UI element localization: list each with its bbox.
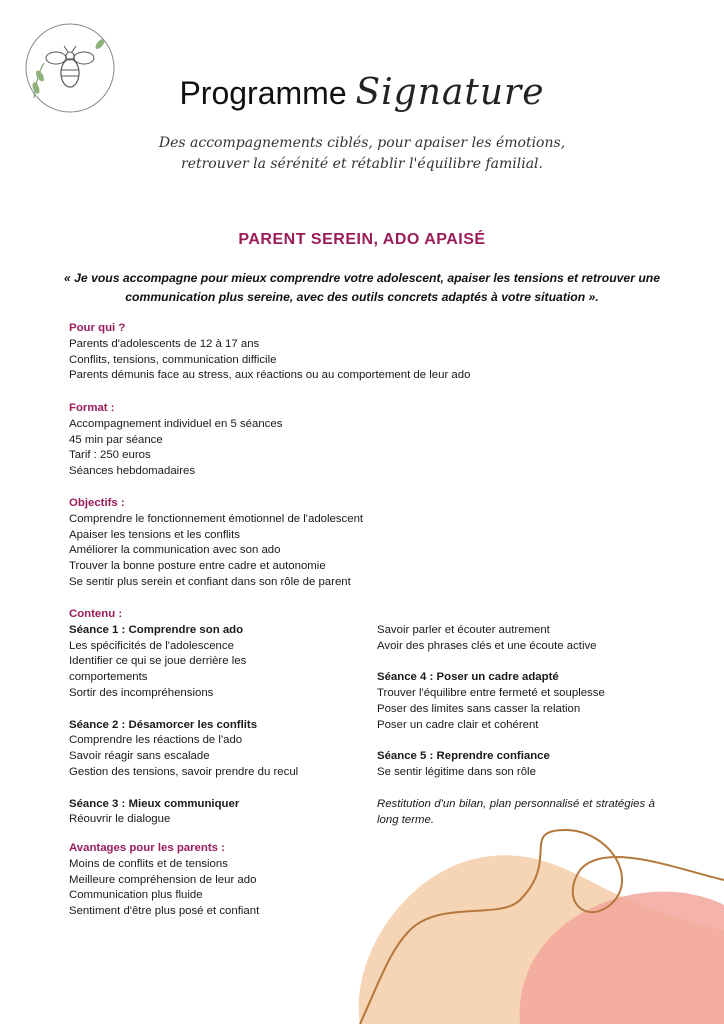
list-item: Parents démunis face au stress, aux réactions ou au comportement de leur ado [69, 369, 471, 382]
section-avantages [69, 841, 389, 920]
list-item: Poser un cadre clair et cohérent [377, 718, 539, 731]
list-item: Savoir réagir sans escalade [69, 750, 210, 763]
session-1-title: Séance 1 : Comprendre son ado [69, 623, 244, 636]
list-item: Les spécificités de l'adolescence [69, 639, 234, 652]
contenu-right-column [377, 623, 655, 828]
list-item: Poser des limites sans casser la relation [377, 702, 581, 715]
session-2-title: Séance 2 : Désamorcer les conflits [69, 718, 258, 731]
title-script: Signature [355, 72, 545, 113]
section-heading: Contenu : [69, 608, 123, 620]
subtitle-line-2: retrouver la sérénité et rétablir l'équilibre familial. [181, 156, 543, 172]
list-item: Comprendre le fonctionnement émotionnel de l'adolescent [69, 512, 364, 525]
list-item: Réouvrir le dialogue [69, 813, 171, 826]
section-pour-qui [69, 321, 471, 384]
list-item: Trouver la bonne posture entre cadre et autonomie [69, 560, 326, 573]
page-title [0, 72, 724, 113]
section-heading: Pour qui ? [69, 322, 126, 334]
contenu-left-column [69, 607, 299, 828]
title-main: Programme [179, 75, 356, 111]
section-objectifs [69, 496, 389, 591]
list-item: Moins de conflits et de tensions [69, 857, 228, 870]
program-title: PARENT SEREIN, ADO APAISÉ [238, 231, 486, 248]
list-item: Parents d'adolescents de 12 à 17 ans [69, 337, 260, 350]
list-item: Gestion des tensions, savoir prendre du recul [69, 765, 299, 778]
subtitle [0, 133, 724, 175]
conclusion-text: Restitution d'un bilan, plan personnalisé et stratégies à long terme. [377, 797, 655, 826]
list-item: Identifier ce qui se joue derrière les comportements [69, 655, 247, 684]
list-item: Séances hebdomadaires [69, 465, 196, 478]
section-heading: Avantages pour les parents : [69, 842, 225, 854]
section-heading: Format : [69, 402, 115, 414]
list-item: Comprendre les réactions de l'ado [69, 734, 243, 747]
section-format [69, 401, 389, 480]
list-item: Se sentir légitime dans son rôle [377, 766, 536, 779]
list-item: Meilleure compréhension de leur ado [69, 873, 257, 886]
list-item: Sortir des incompréhensions [69, 686, 214, 699]
list-item: Sentiment d'être plus posé et confiant [69, 905, 260, 918]
list-item: Accompagnement individuel en 5 séances [69, 417, 283, 430]
list-item: Avoir des phrases clés et une écoute active [377, 639, 597, 652]
list-item: Trouver l'équilibre entre fermeté et souplesse [377, 687, 605, 700]
subtitle-line-1: Des accompagnements ciblés, pour apaiser les émotions, [158, 135, 566, 151]
list-item: Conflits, tensions, communication difficile [69, 353, 277, 366]
session-3-title: Séance 3 : Mieux communiquer [69, 797, 240, 810]
list-item: Se sentir plus serein et confiant dans son rôle de parent [69, 575, 351, 588]
list-item: Tarif : 250 euros [69, 449, 151, 462]
list-item: Améliorer la communication avec son ado [69, 544, 281, 557]
list-item: Apaiser les tensions et les conflits [69, 528, 240, 541]
list-item: Savoir parler et écouter autrement [377, 624, 550, 636]
session-4-title: Séance 4 : Poser un cadre adapté [377, 671, 559, 684]
section-heading: Objectifs : [69, 497, 125, 509]
list-item: Communication plus fluide [69, 889, 203, 902]
list-item: 45 min par séance [69, 433, 163, 446]
session-5-title: Séance 5 : Reprendre confiance [377, 750, 550, 763]
program-quote: « Je vous accompagne pour mieux comprendre votre adolescent, apaiser les tensions et retrouver une communication plus sereine, avec des outils concrets adaptés à votre situation ». [63, 271, 661, 304]
